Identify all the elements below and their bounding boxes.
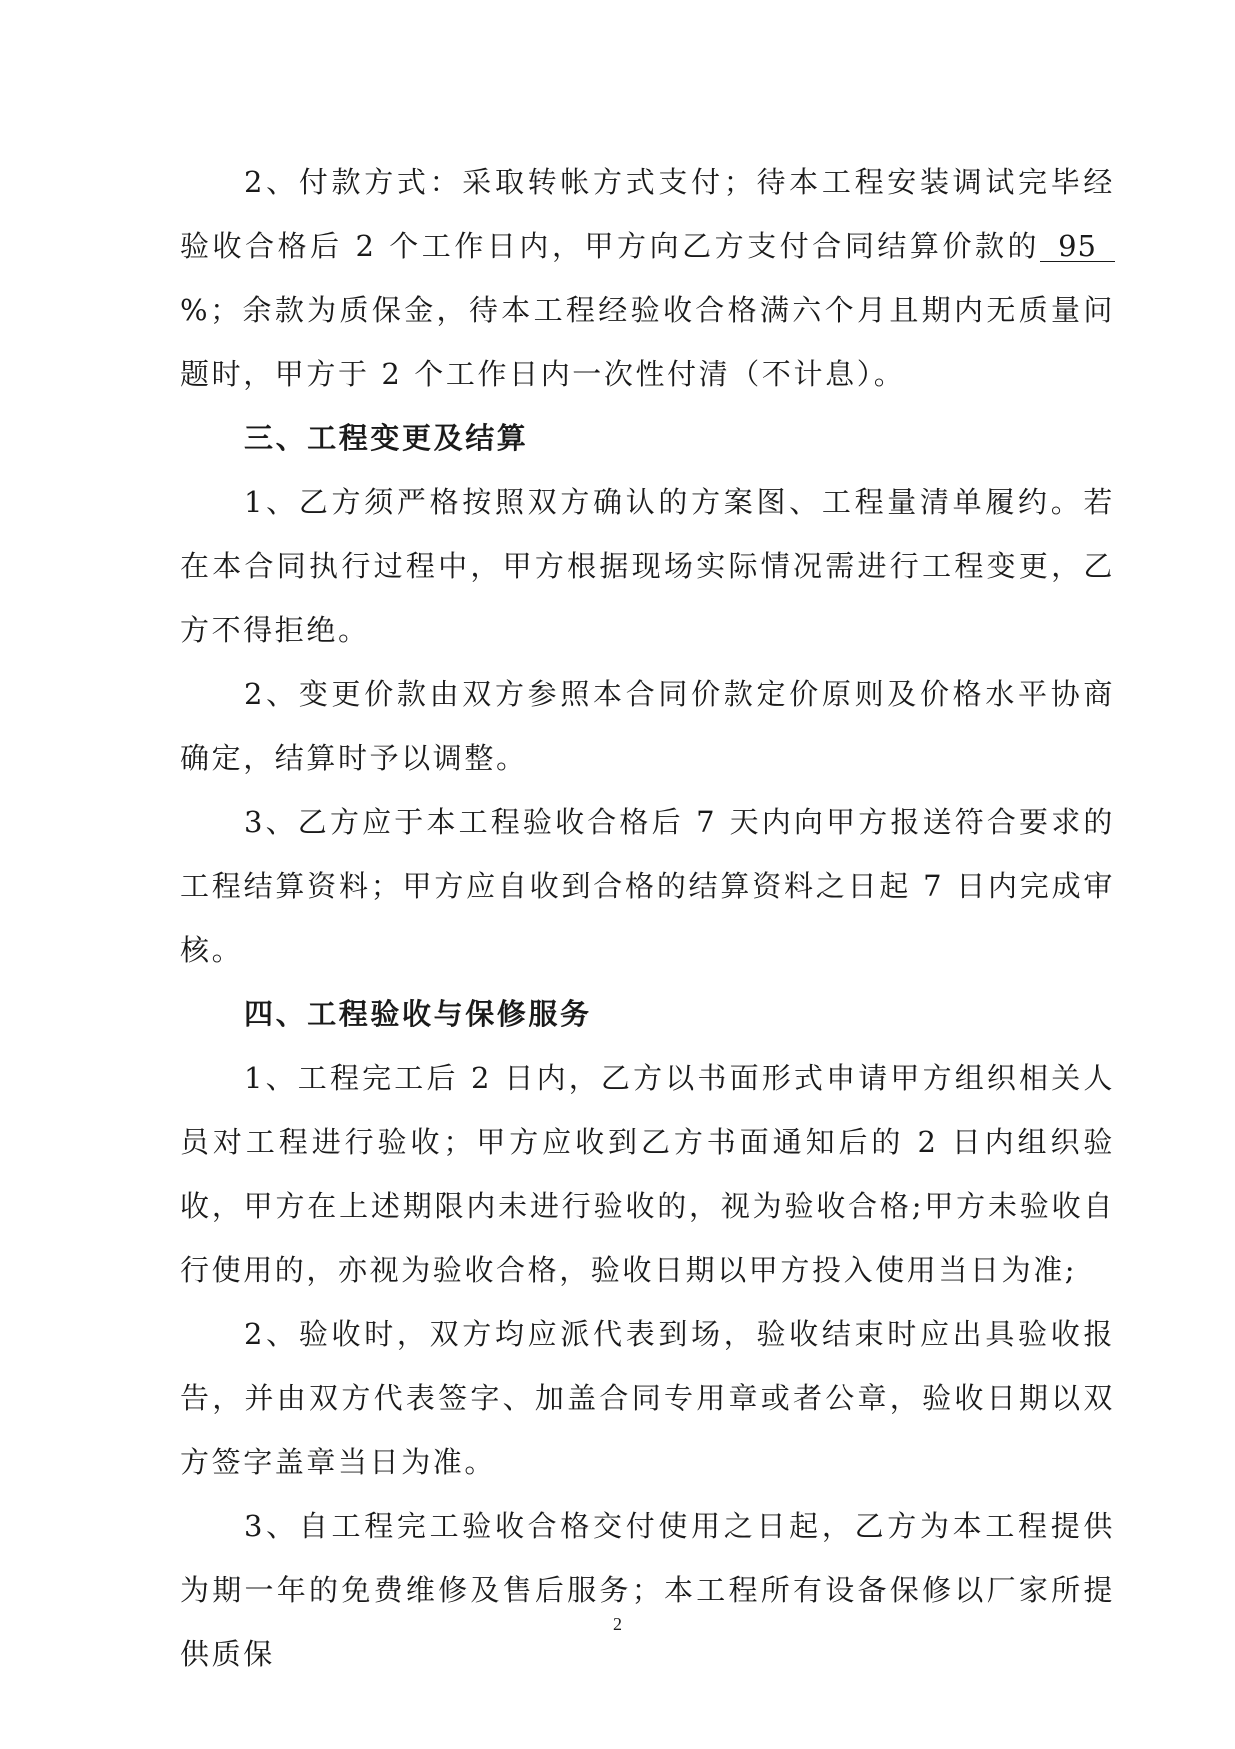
change-clause-2: 2、变更价款由双方参照本合同价款定价原则及价格水平协商确定，结算时予以调整。 [180, 677, 1115, 775]
change-clause-3: 3、乙方应于本工程验收合格后 7 天内向甲方报送符合要求的工程结算资料；甲方应自收到合格的结算资料之日起 7 日内完成审核。 [180, 805, 1115, 967]
payment-clause-start: 2、付款方式：采取转帐方式支付；待本工程安装调试完毕经验收合格后 2 个工作日内，甲方向乙方支付合同结算价款的 [180, 165, 1115, 263]
change-clause-1: 1、乙方须严格按照双方确认的方案图、工程量清单履约。若在本合同执行过程中，甲方根据现场实际情况需进行工程变更，乙方不得拒绝。 [180, 485, 1115, 647]
page-number: 2 [613, 1614, 622, 1634]
acceptance-clause-3: 3、自工程完工验收合格交付使用之日起，乙方为本工程提供为期一年的免费维修及售后服务；本工程所有设备保修以厂家所提供质保 [180, 1509, 1115, 1671]
payment-clause [180, 150, 1115, 406]
acceptance-clause-1: 1、工程完工后 2 日内，乙方以书面形式申请甲方组织相关人员对工程进行验收；甲方应收到乙方书面通知后的 2 日内组织验收，甲方在上述期限内未进行验收的，视为验收合格;甲方未验收自行使用的，亦视为验收合格，验收日期以甲方投入使用当日为准; [180, 1061, 1115, 1287]
payment-percentage-blank: 95 [1040, 231, 1115, 262]
section-heading-acceptance-warranty: 四、工程验收与保修服务 [244, 997, 592, 1031]
payment-clause-end: %；余款为质保金，待本工程经验收合格满六个月且期内无质量问题时，甲方于 2 个工作日内一次性付清（不计息）。 [180, 293, 1115, 391]
section-heading-change-settlement: 三、工程变更及结算 [244, 421, 529, 455]
acceptance-clause-2: 2、验收时，双方均应派代表到场，验收结束时应出具验收报告，并由双方代表签字、加盖合同专用章或者公章，验收日期以双方签字盖章当日为准。 [180, 1317, 1115, 1479]
document-body [180, 150, 1115, 1686]
